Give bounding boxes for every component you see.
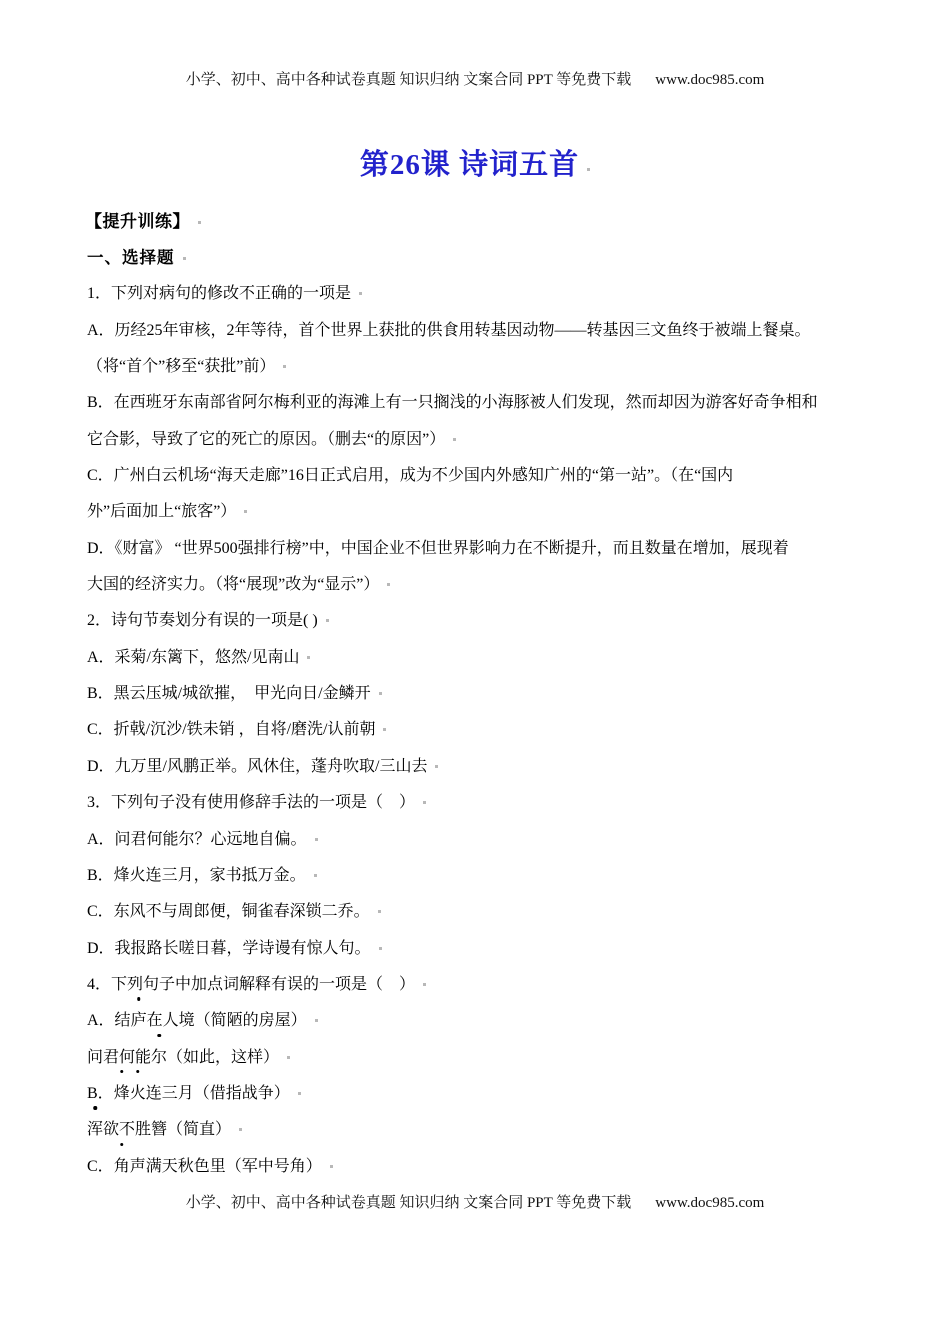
text-line: 1．下列对病句的修改不正确的一项是 xyxy=(87,276,895,312)
text-line: A．采菊/东篱下，悠然/见南山 xyxy=(87,640,895,676)
text-line: B．烽火连三月（借指战争） xyxy=(87,1076,895,1112)
header-url: www.doc985.com xyxy=(655,72,765,88)
text-line: A．问君何能尔？心远地自偏。 xyxy=(87,822,895,858)
page-header xyxy=(0,68,950,89)
text-line: 问君何能尔（如此，这样） xyxy=(87,1040,895,1076)
text-line: 3．下列句子没有使用修辞手法的一项是（ ） xyxy=(87,785,895,821)
text-line: D．我报路长嗟日暮，学诗谩有惊人句。 xyxy=(87,931,895,967)
content-lines xyxy=(87,240,895,1185)
text-line: B．烽火连三月，家书抵万金。 xyxy=(87,858,895,894)
footer-url: www.doc985.com xyxy=(655,1195,765,1211)
text-line: 4．下列句子中加点词解释有误的一项是（ ） xyxy=(87,967,895,1003)
page-footer xyxy=(0,1191,950,1212)
text-line: A．结庐在人境（简陋的房屋） xyxy=(87,1003,895,1039)
text-line: 外”后面加上“旅客”） xyxy=(87,494,895,530)
text-line: 2．诗句节奏划分有误的一项是( ) xyxy=(87,603,895,639)
emphasized-char: 火 xyxy=(130,1076,146,1112)
text-line: 浑欲不胜簪（简直） xyxy=(87,1112,895,1148)
text-line: D．《财富》 “世界500强排行榜”中，中国企业不但世界影响力在不断提升，而且数量在增加，展现着 xyxy=(87,539,789,557)
page-title: 第26课 诗词五首 xyxy=(0,149,950,182)
text-line: B．黑云压城/城欲摧， 甲光向日/金鳞开 xyxy=(87,676,895,712)
text-line: 大国的经济实力。（将“展现”改为“显示”） xyxy=(87,567,895,603)
text-line: B．在西班牙东南部省阿尔梅利亚的海滩上有一只搁浅的小海豚被人们发现，然而却因为游客好奇争相和 xyxy=(87,394,818,412)
text-line: D．九万里/风鹏正举。风休住，蓬舟吹取/三山去 xyxy=(87,749,895,785)
emphasized-char: 尔 xyxy=(151,1040,167,1076)
text-line: （将“首个”移至“获批”前） xyxy=(87,349,895,385)
text-line: A．历经25年审核，2年等待，首个世界上获批的供食用转基因动物——转基因三文鱼终于被端上餐桌。 xyxy=(87,321,811,339)
emphasized-char: 烽 xyxy=(114,1076,130,1112)
text-line: C．东风不与周郎便，铜雀春深锁二乔。 xyxy=(87,894,895,930)
header-text: 小学、初中、高中各种试卷真题 知识归纳 文案合同 PPT 等免费下载 xyxy=(185,72,632,88)
footer-text: 小学、初中、高中各种试卷真题 知识归纳 文案合同 PPT 等免费下载 xyxy=(185,1195,632,1211)
text-line: 一、选择题 xyxy=(87,240,895,276)
section-label: 【提升训练】 xyxy=(85,207,201,232)
emphasized-char: 庐 xyxy=(131,1003,147,1039)
text-line: C．广州白云机场“海天走廊”16日正式启用，成为不少国内外感知广州的“第一站”。（在“国内 xyxy=(87,467,734,485)
emphasized-char: 浑 xyxy=(87,1112,103,1148)
text-line: 它合影，导致了它的死亡的原因。（删去“的原因”） xyxy=(87,422,895,458)
text-line: C．角声满天秋色里（军中号角） xyxy=(87,1149,895,1185)
emphasized-char: 角 xyxy=(114,1149,130,1185)
text-line: C．折戟/沉沙/铁未销 ，自将/磨洗/认前朝 xyxy=(87,712,895,748)
